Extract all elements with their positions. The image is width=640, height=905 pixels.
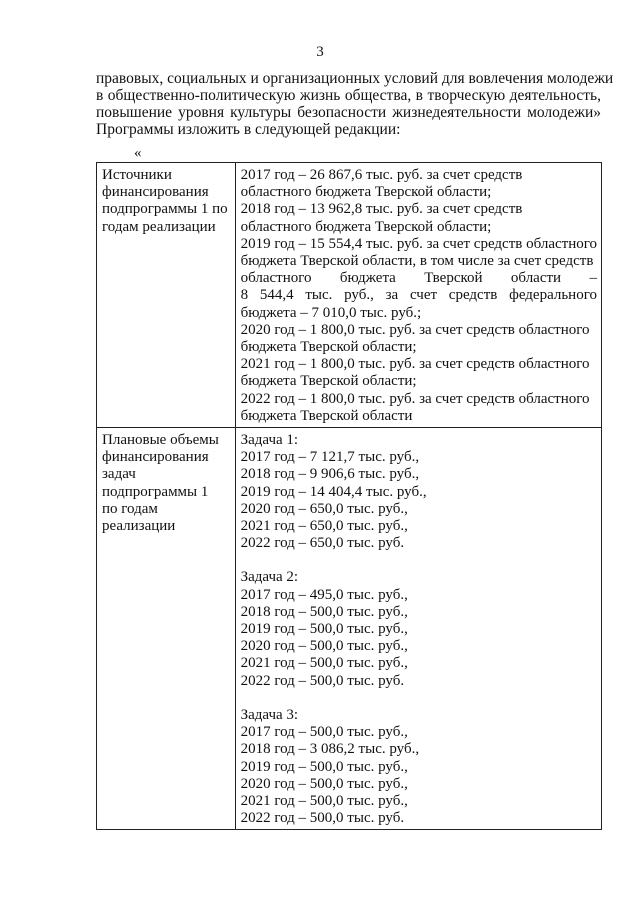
- task-line: 2020 год – 650,0 тыс. руб.,: [240, 500, 408, 517]
- value-line: областного бюджета Тверской области;: [240, 218, 492, 235]
- table-row-task-volumes: [97, 428, 602, 830]
- intro-line: правовых, социальных и организационных условий для вовлечения молодежи: [96, 70, 614, 87]
- task-volumes-label: [97, 428, 236, 830]
- task-title: Задача 1:: [240, 432, 299, 449]
- table-row-funding-sources: [97, 163, 602, 428]
- funding-sources-label: [97, 163, 236, 428]
- label-line: задач: [102, 466, 136, 483]
- value-line: 2020 год – 1 800,0 тыс. руб. за счет средств областного: [240, 321, 590, 338]
- label-line: годам реализации: [102, 218, 216, 235]
- intro-line: повышение уровня культуры безопасности жизнедеятельности молодежи»: [96, 104, 601, 121]
- task-line: 2018 год – 500,0 тыс. руб.,: [240, 603, 408, 620]
- value-line: 2018 год – 13 962,8 тыс. руб. за счет средств: [240, 201, 523, 218]
- value-line: 2017 год – 26 867,6 тыс. руб. за счет средств: [240, 167, 523, 183]
- value-line: бюджета Тверской области: [240, 407, 413, 424]
- task-line: 2020 год – 500,0 тыс. руб.,: [240, 775, 408, 792]
- task-line: 2021 год – 500,0 тыс. руб.,: [240, 655, 408, 672]
- value-line: 2022 год – 1 800,0 тыс. руб. за счет средств областного: [240, 390, 590, 407]
- task-volumes-value: [235, 428, 601, 830]
- label-line: финансирования: [102, 184, 209, 201]
- task-line: 2021 год – 500,0 тыс. руб.,: [240, 792, 408, 809]
- value-line: 2021 год – 1 800,0 тыс. руб. за счет средств областного: [240, 356, 590, 373]
- task-line: 2017 год – 500,0 тыс. руб.,: [240, 724, 408, 741]
- task-line: 2020 год – 500,0 тыс. руб.,: [240, 638, 408, 655]
- value-line: 8 544,4 тыс. руб., за счет средств федерального: [240, 287, 597, 304]
- task-line: 2017 год – 495,0 тыс. руб.,: [240, 586, 408, 603]
- financing-table: [96, 162, 602, 830]
- value-line: бюджета – 7 010,0 тыс. руб.;: [240, 304, 422, 321]
- value-line: бюджета Тверской области, в том числе за счет средств: [240, 253, 594, 270]
- task-title: Задача 2:: [240, 569, 299, 586]
- task-title: Задача 3:: [240, 706, 299, 723]
- intro-paragraph: [96, 70, 614, 138]
- intro-line: Программы изложить в следующей редакции:: [96, 121, 401, 138]
- page-number: 3: [316, 44, 324, 60]
- label-line: подпрограммы 1: [102, 483, 209, 500]
- task-line: 2022 год – 500,0 тыс. руб.: [240, 810, 405, 827]
- blank-line: [241, 552, 597, 569]
- task-line: 2022 год – 500,0 тыс. руб.: [240, 672, 405, 689]
- task-line: 2022 год – 650,0 тыс. руб.: [240, 535, 405, 552]
- label-line: Источники: [102, 167, 172, 183]
- value-line: областного бюджета Тверской области –: [240, 270, 597, 287]
- label-line: реализации: [102, 518, 176, 535]
- value-line: бюджета Тверской области;: [240, 373, 417, 390]
- value-line: областного бюджета Тверской области;: [240, 184, 492, 201]
- task-line: 2019 год – 14 404,4 тыс. руб.,: [240, 483, 427, 500]
- task-line: 2018 год – 3 086,2 тыс. руб.,: [240, 741, 420, 758]
- funding-sources-value: [235, 163, 601, 428]
- label-line: финансирования: [102, 449, 209, 466]
- label-line: подпрограммы 1 по: [102, 201, 228, 218]
- label-line: по годам: [102, 500, 158, 517]
- intro-line: в общественно-политическую жизнь общества, в творческую деятельность,: [96, 87, 601, 104]
- task-line: 2021 год – 650,0 тыс. руб.,: [240, 518, 408, 535]
- task-line: 2019 год – 500,0 тыс. руб.,: [240, 621, 408, 638]
- opening-quote: «: [134, 145, 142, 161]
- task-line: 2019 год – 500,0 тыс. руб.,: [240, 758, 408, 775]
- value-line: бюджета Тверской области;: [240, 339, 417, 356]
- blank-line: [241, 690, 597, 707]
- value-line: 2019 год – 15 554,4 тыс. руб. за счет средств областного: [240, 235, 597, 252]
- task-line: 2018 год – 9 906,6 тыс. руб.,: [240, 466, 420, 483]
- task-line: 2017 год – 7 121,7 тыс. руб.,: [240, 449, 420, 466]
- label-line: Плановые объемы: [102, 432, 219, 449]
